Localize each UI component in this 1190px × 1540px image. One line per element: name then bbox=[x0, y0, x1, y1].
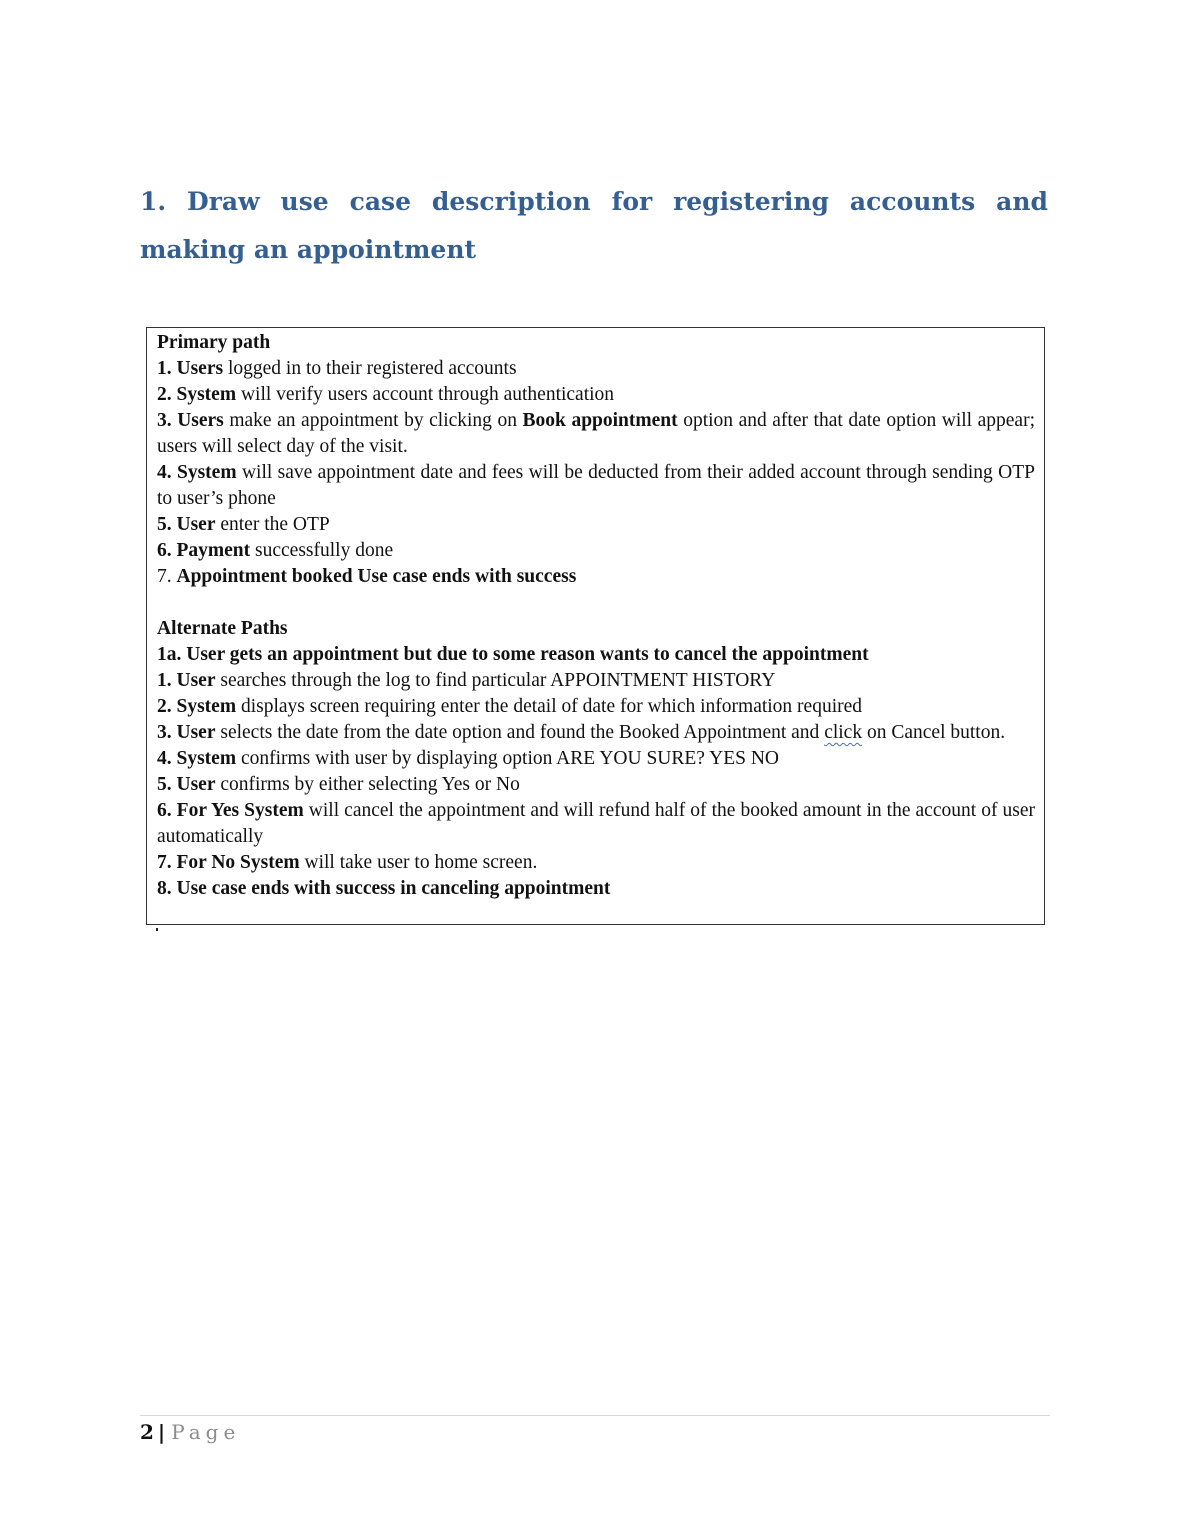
alternate-paths-title: Alternate Paths bbox=[157, 618, 288, 639]
spellcheck-word: click bbox=[824, 722, 863, 743]
alternate-step: 4. System confirms with user by displaying option ARE YOU SURE? YES NO bbox=[157, 748, 779, 769]
primary-step: 5. User enter the OTP bbox=[157, 514, 330, 535]
alternate-step: 7. For No System will take user to home screen. bbox=[157, 852, 538, 873]
alternate-step: 5. User confirms by either selecting Yes or No bbox=[157, 774, 520, 795]
section-heading: 1. Draw use case description for registering accounts and making an appointment bbox=[140, 187, 1048, 264]
stray-mark bbox=[156, 928, 158, 931]
footer-separator: | bbox=[157, 1420, 166, 1444]
alternate-step: 8. Use case ends with success in canceling appointment bbox=[157, 878, 611, 899]
alternate-path-subtitle: 1a. User gets an appointment but due to some reason wants to cancel the appointment bbox=[157, 644, 869, 665]
alternate-step: 1. User searches through the log to find particular APPOINTMENT HISTORY bbox=[157, 670, 776, 691]
primary-step: 3. Users make an appointment by clicking on Book appointment option and after that date option will appear; users will select day of the visit. bbox=[157, 410, 1036, 457]
primary-step: 4. System will save appointment date and fees will be deducted from their added account through sending OTP to user’s phone bbox=[157, 462, 1036, 509]
use-case-description-box bbox=[146, 327, 1045, 925]
alternate-step: 6. For Yes System will cancel the appointment and will refund half of the booked amount in the account of user automatically bbox=[157, 800, 1035, 847]
page-number: 2 bbox=[140, 1420, 154, 1444]
primary-step: 2. System will verify users account through authentication bbox=[157, 384, 615, 405]
footer-divider bbox=[140, 1415, 1050, 1416]
primary-step: 6. Payment successfully done bbox=[157, 540, 394, 561]
primary-step: 7. Appointment booked Use case ends with success bbox=[157, 566, 577, 587]
page-label: Page bbox=[171, 1420, 241, 1444]
page-footer bbox=[140, 1418, 240, 1446]
alternate-step: 2. System displays screen requiring enter the detail of date for which information required bbox=[157, 696, 863, 717]
spacer bbox=[157, 590, 1035, 616]
primary-path-title: Primary path bbox=[157, 332, 271, 353]
alternate-step: 3. User selects the date from the date option and found the Booked Appointment and click on Cancel button. bbox=[157, 722, 1006, 743]
primary-step: 1. Users logged in to their registered accounts bbox=[157, 358, 517, 379]
